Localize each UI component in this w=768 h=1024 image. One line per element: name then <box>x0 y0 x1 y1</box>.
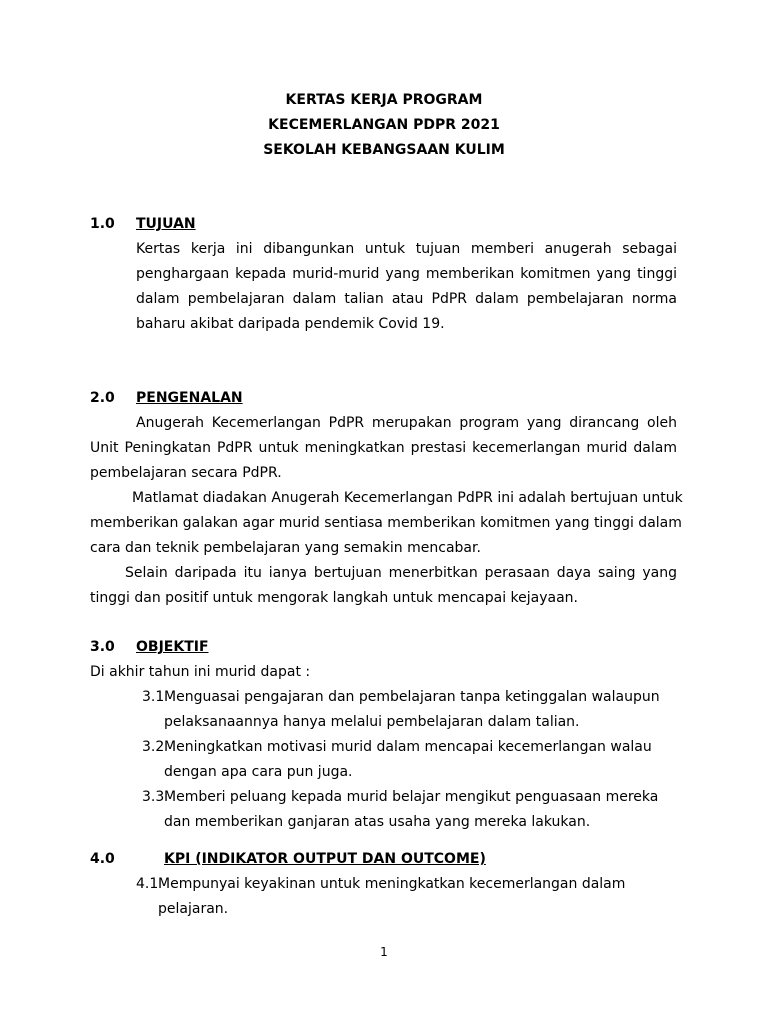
kpi-4-1-line-2: pelajaran. <box>158 901 229 917</box>
paragraph-line: Kertas kerja ini dibangunkan untuk tujuan memberi anugerah sebagai <box>136 241 677 257</box>
objective-3-2-number: 3.2 <box>142 739 165 755</box>
paragraph-line: cara dan teknik pembelajaran yang semakin mencabar. <box>90 540 481 556</box>
kpi-4-1-number: 4.1 <box>136 876 159 892</box>
section-4-heading: KPI (INDIKATOR OUTPUT DAN OUTCOME) <box>164 851 486 867</box>
paragraph-line: tinggi dan positif untuk mengorak langkah untuk mencapai kejayaan. <box>90 590 579 606</box>
section-2-paragraph-3 <box>90 561 677 611</box>
objective-3-3-line-1: Memberi peluang kepada murid belajar mengikut penguasaan mereka <box>164 789 659 805</box>
section-1-paragraph <box>136 237 677 337</box>
section-3-number: 3.0 <box>90 639 115 655</box>
section-3-heading: OBJEKTIF <box>136 639 209 655</box>
paragraph-line: Anugerah Kecemerlangan PdPR merupakan program yang dirancang oleh <box>136 415 677 431</box>
paragraph-line: dalam pembelajaran dalam talian atau PdPR dalam pembelajaran norma <box>136 291 677 307</box>
kpi-4-1-line-1: Mempunyai keyakinan untuk meningkatkan kecemerlangan dalam <box>158 876 626 892</box>
section-2-paragraph-1 <box>90 411 677 486</box>
paragraph-line: Selain daripada itu ianya bertujuan menerbitkan perasaan daya saing yang <box>125 565 677 581</box>
document-title-line-3: SEKOLAH KEBANGSAAN KULIM <box>263 142 505 158</box>
section-2-number: 2.0 <box>90 390 115 406</box>
page-number: 1 <box>380 945 388 959</box>
section-2-paragraph-2 <box>90 486 683 561</box>
paragraph-line: penghargaan kepada murid-murid yang memberikan komitmen yang tinggi <box>136 266 677 282</box>
paragraph-line: pembelajaran secara PdPR. <box>90 465 282 481</box>
section-3-intro: Di akhir tahun ini murid dapat : <box>90 664 311 680</box>
objective-3-2-line-1: Meningkatkan motivasi murid dalam mencapai kecemerlangan walau <box>164 739 652 755</box>
paragraph-line: baharu akibat daripada pendemik Covid 19. <box>136 316 445 332</box>
paragraph-line: memberikan galakan agar murid sentiasa memberikan komitmen yang tinggi dalam <box>90 515 682 531</box>
objective-3-3-line-2: dan memberikan ganjaran atas usaha yang mereka lakukan. <box>164 814 591 830</box>
objective-3-1-line-2: pelaksanaannya hanya melalui pembelajaran dalam talian. <box>164 714 580 730</box>
document-title-line-2: KECEMERLANGAN PDPR 2021 <box>268 117 500 133</box>
paragraph-line: Unit Peningkatan PdPR untuk meningkatkan prestasi kecemerlangan murid dalam <box>90 440 677 456</box>
section-2-heading: PENGENALAN <box>136 390 243 406</box>
objective-3-1-number: 3.1 <box>142 689 165 705</box>
section-1-number: 1.0 <box>90 216 115 232</box>
objective-3-2-line-2: dengan apa cara pun juga. <box>164 764 353 780</box>
objective-3-3-number: 3.3 <box>142 789 165 805</box>
objective-3-1-line-1: Menguasai pengajaran dan pembelajaran tanpa ketinggalan walaupun <box>164 689 660 705</box>
paragraph-line: Matlamat diadakan Anugerah Kecemerlangan PdPR ini adalah bertujuan untuk <box>132 490 683 506</box>
section-4-number: 4.0 <box>90 851 115 867</box>
section-1-heading: TUJUAN <box>136 216 196 232</box>
document-title-line-1: KERTAS KERJA PROGRAM <box>285 92 483 108</box>
